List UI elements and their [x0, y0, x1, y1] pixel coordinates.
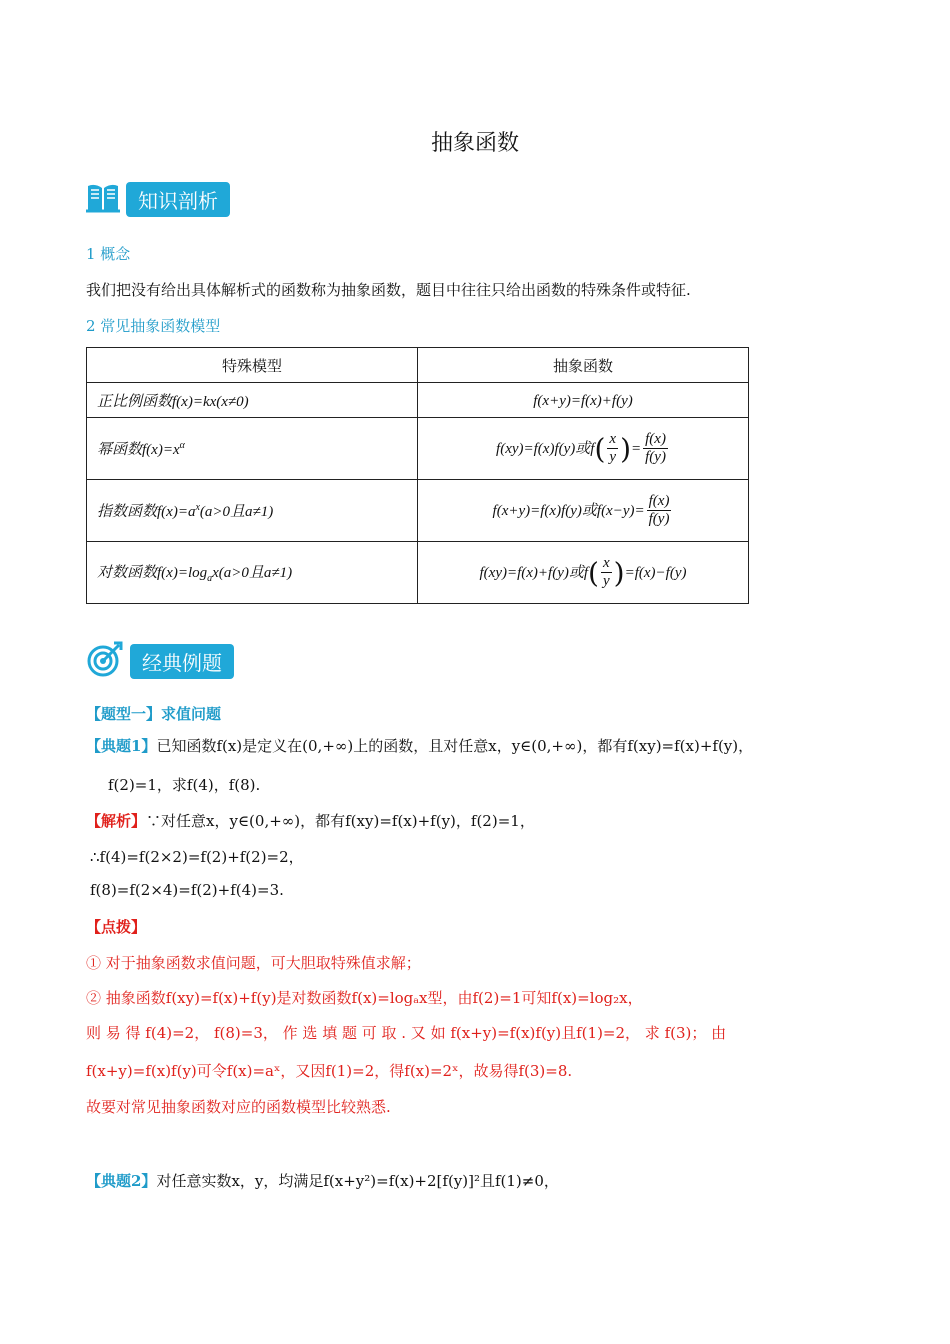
concept-text: 我们把没有给出具体解析式的函数称为抽象函数，题目中往往只给出函数的特殊条件或特征. [86, 281, 691, 299]
section-models: 2 常见抽象函数模型 [86, 317, 221, 335]
paren-left: ( [594, 432, 606, 465]
example-2 [86, 1170, 559, 1191]
tip-line-2: ② 抽象函数f(xy)=f(x)+f(y)是对数函数f(x)=logₐx型，由f(2)=1可知f(x)=log₂x， [86, 989, 643, 1007]
table-row [87, 480, 749, 542]
tip-line-5: 故要对常见抽象函数对应的函数模型比较熟悉. [86, 1098, 391, 1116]
example-text: 已知函数f(x)是定义在(0,+∞)上的函数，且对任意x，y∈(0,+∞)，都有f(xy)=f(x)+f(y)， [156, 737, 754, 755]
solution-line-2: ∴f(4)=f(2×2)=f(2)+f(2)=2， [90, 848, 304, 866]
tip-line-3: 则 易 得 f(4)=2， f(8)=3， 作 选 填 题 可 取 . 又 如 f(x+y)=f(x)f(y)且f(1)=2， 求 f(3)； 由 [86, 1024, 727, 1042]
model-text: 幂函数f(x)=x [97, 442, 180, 458]
solution-text: ∵对任意x，y∈(0,+∞)，都有f(xy)=f(x)+f(y)，f(2)=1， [146, 812, 535, 830]
numerator: x [601, 555, 612, 573]
tip-tag: 【点拨】 [86, 918, 147, 936]
model-text: 指数函数f(x)=a [97, 504, 196, 520]
table-row [87, 542, 749, 604]
denominator: y [609, 449, 617, 465]
tip-line-4: f(x+y)=f(x)f(y)可令f(x)=aˣ，又因f(1)=2，得f(x)=2ˣ，故易得f(3)=8. [86, 1062, 573, 1080]
knowledge-banner [86, 180, 230, 218]
banner-label: 经典例题 [130, 644, 234, 679]
table-cell [418, 418, 749, 480]
target-arrow-icon [86, 640, 124, 682]
table-header-row [87, 348, 749, 383]
section-concept: 1 概念 [86, 245, 131, 263]
problem-type-heading: 【题型一】求值问题 [86, 705, 222, 723]
solution-line-1 [86, 810, 535, 831]
equals: = [631, 440, 642, 457]
numerator: f(x) [647, 493, 672, 511]
example-1-line2: f(2)=1，求f(4)，f(8). [108, 776, 261, 794]
abstract-text: =f(x)−f(y) [624, 564, 687, 581]
table-cell [418, 480, 749, 542]
table-row [87, 383, 749, 418]
table-cell [87, 383, 418, 418]
example-tag: 【典题1】 [86, 737, 157, 755]
fraction [647, 493, 672, 529]
example-1 [86, 735, 886, 756]
model-text: 正比例函数f(x)=kx(x≠0) [97, 393, 249, 410]
exponent: x [195, 502, 200, 513]
table-header-cell: 特殊模型 [87, 348, 418, 383]
page-title: 抽象函数 [430, 131, 519, 156]
solution-line-3: f(8)=f(2×4)=f(2)+f(4)=3. [90, 881, 284, 899]
denominator: f(y) [645, 449, 666, 465]
table-cell [418, 383, 749, 418]
banner-label: 知识剖析 [126, 182, 230, 217]
fraction [643, 431, 668, 467]
solution-tag: 【解析】 [86, 812, 147, 830]
paren-right: ) [613, 556, 625, 589]
example-tag: 【典题2】 [86, 1172, 157, 1190]
table-header-cell: 抽象函数 [418, 348, 749, 383]
model-condition: x(a>0且a≠1) [212, 565, 293, 581]
paren-left: ( [588, 556, 599, 589]
model-condition: (a>0且a≠1) [199, 504, 274, 520]
abstract-text: f(xy)=f(x)f(y)或f [496, 440, 595, 457]
table-cell [418, 542, 749, 604]
example-text: 对任意实数x，y，均满足f(x+y²)=f(x)+2[f(y)]²且f(1)≠0， [156, 1172, 559, 1190]
table-cell [87, 542, 418, 604]
model-text: 对数函数f(x)=log [97, 565, 208, 581]
table-cell [87, 480, 418, 542]
fraction [601, 555, 612, 591]
open-book-icon [86, 180, 120, 218]
numerator: f(x) [643, 431, 668, 449]
numerator: x [607, 431, 618, 449]
fraction [607, 431, 618, 467]
examples-banner [86, 640, 234, 682]
abstract-text: f(x+y)=f(x)f(y)或f(x−y)= [492, 502, 645, 519]
models-table [86, 347, 749, 604]
table-row [87, 418, 749, 480]
exponent: α [179, 440, 185, 451]
denominator: y [602, 573, 610, 589]
table-cell [87, 418, 418, 480]
log-base: a [207, 573, 213, 584]
denominator: f(y) [648, 511, 670, 527]
paren-right: ) [620, 432, 631, 465]
abstract-text: f(xy)=f(x)+f(y)或f [479, 564, 589, 581]
abstract-text: f(x+y)=f(x)+f(y) [533, 392, 633, 409]
tip-line-1: ① 对于抽象函数求值问题，可大胆取特殊值求解； [86, 954, 421, 972]
